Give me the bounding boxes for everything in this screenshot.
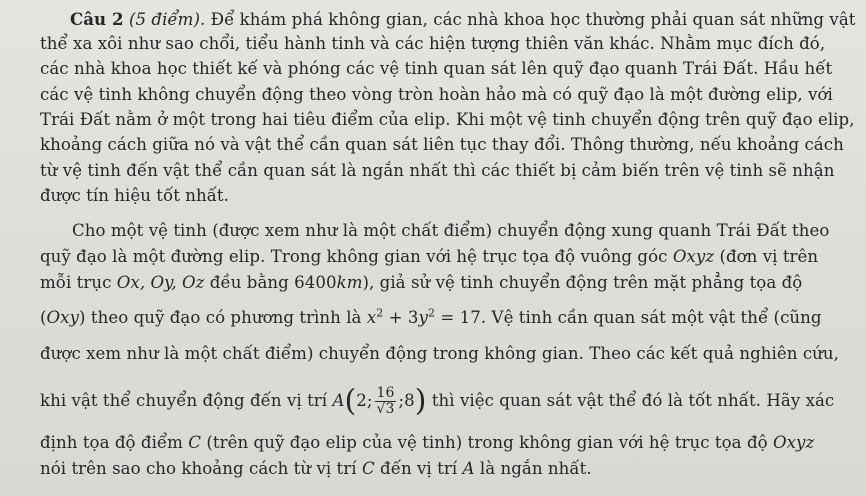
p1-line-5: Trái Đất nằm ở một trong hai tiêu điểm của elip. Khi một vệ tinh chuyển động trên quỹ đạo elip, xyxy=(40,110,855,129)
p2-line-3: mỗi trục Ox, Oy, Oz đều bằng 6400km), giả sử vệ tinh chuyển động trên mặt phẳng tọa độ xyxy=(40,273,803,292)
p2-line-7: định tọa độ điểm C (trên quỹ đạo elip của vệ tinh) trong không gian với hệ trục tọa độ Oxyz xyxy=(40,433,815,452)
point-c-label: C xyxy=(188,433,202,452)
p1-line-2: thể xa xôi như sao chổi, tiểu hành tinh và các hiện tượng thiên văn khác. Nhằm mục đích đó, xyxy=(40,34,826,53)
unit-km: km xyxy=(336,273,363,292)
p1-line-1: Để khám phá không gian, các nhà khoa học thường phải quan sát những vật xyxy=(210,10,856,29)
point-a-coordinates: A(2; $\frac{16}{√3}$ ;8) xyxy=(332,383,427,419)
p2-line-6: khi vật thể chuyển động đến vị trí A(2; $\frac{16}{√3}$ ;8) thì việc quan sát vật thể đó là tốt nhất. Hãy xác xyxy=(40,383,835,419)
p1-line-4: các vệ tinh không chuyển động theo vòng tròn hoàn hảo mà có quỹ đạo là một đường elip, với xyxy=(40,85,833,104)
p2-line-8: nói trên sao cho khoảng cách từ vị trí C đến vị trí A là ngắn nhất. xyxy=(40,459,592,478)
p1-line-7: từ vệ tinh đến vật thể cần quan sát là ngắn nhất thì các thiết bị cảm biến trên vệ tinh sẽ nhận xyxy=(40,161,835,180)
axes-label: Ox, Oy, Oz xyxy=(116,273,205,292)
p2-line-1: Cho một vệ tinh (được xem như là một chất điểm) chuyển động xung quanh Trái Đất theo xyxy=(72,221,830,240)
question-label: Câu 2 xyxy=(70,9,124,29)
p2-line-4: (Oxy) theo quỹ đạo có phương trình là $x^2 + 3y^2 = 17$. Vệ tinh cần quan sát một vật thể (cũng xyxy=(40,306,822,327)
unit-value: 6400 xyxy=(294,273,337,292)
plane-label: Oxy xyxy=(46,308,80,327)
ellipse-equation: $x^2 + 3y^2 = 17$. xyxy=(366,306,487,327)
p2-line-5: được xem như là một chất điểm) chuyển động trong không gian. Theo các kết quả nghiên cứu, xyxy=(40,344,839,363)
question-header-line xyxy=(0,8,866,31)
p1-line-6: khoảng cách giữa nó và vật thể cần quan sát liên tục thay đổi. Thông thường, nếu khoảng cách xyxy=(40,135,844,154)
p1-line-3: các nhà khoa học thiết kế và phóng các vệ tinh quan sát lên quỹ đạo quanh Trái Đất. Hầu hết xyxy=(40,59,833,78)
coordinate-system-label: Oxyz xyxy=(672,247,715,266)
coordinate-system-label-2: Oxyz xyxy=(773,433,815,452)
p1-line-8: được tín hiệu tốt nhất. xyxy=(40,186,229,205)
p2-line-2: quỹ đạo là một đường elip. Trong không gian với hệ trục tọa độ vuông góc Oxyz (đơn vị trên xyxy=(40,247,819,266)
question-points: (5 điểm). xyxy=(128,10,206,29)
fraction: $\frac{16}{√3}$ xyxy=(376,385,395,417)
